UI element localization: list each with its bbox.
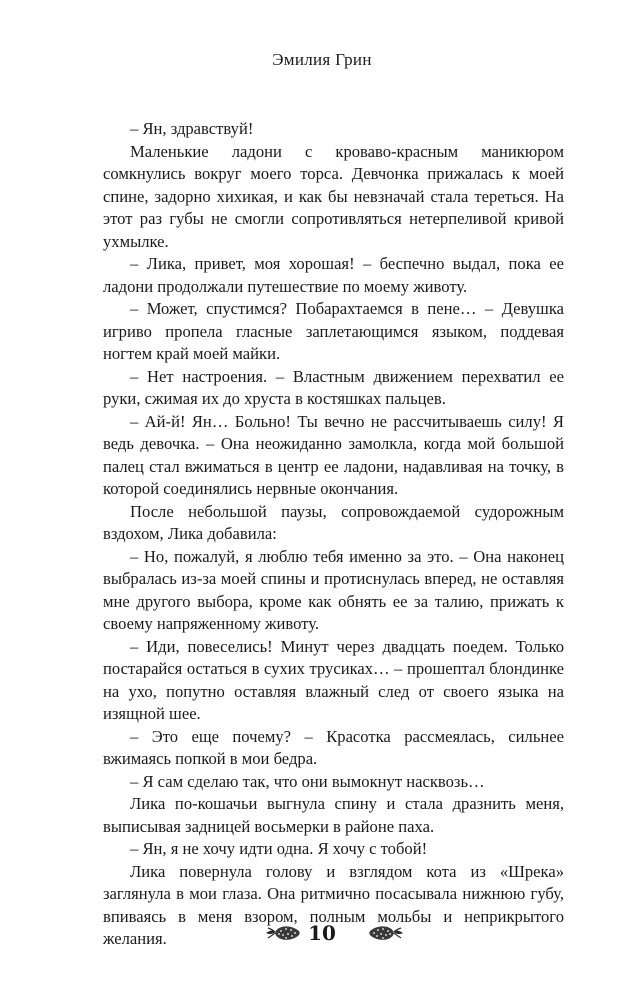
- strawberry-ornament-icon: [368, 922, 404, 944]
- paragraph: – Может, спустимся? Побарахтаемся в пене… – Девушка игриво пропела гласные заплетающимся языком, поддевая ногтем край моей майки.: [103, 299, 564, 363]
- paragraph: – Я сам сделаю так, что они вымокнут насквозь…: [130, 771, 485, 791]
- paragraph: – Это еще почему? – Красотка рассмеялась, сильнее вжимаясь попкой в мои бедра.: [103, 726, 564, 768]
- paragraph: – Ай-й! Ян… Больно! Ты вечно не рассчитываешь силу! Я ведь девочка. – Она неожиданно замолкла, когда мой большой палец стал вжиматься в центр ее ладони, надавливая на точку, в которой соединялись нервные окончания.: [103, 411, 564, 498]
- paragraph: Лика по-кошачьи выгнула спину и стала дразнить меня, выписывая задницей восьмерки в районе паха.: [103, 794, 564, 836]
- paragraph: Маленькие ладони с кроваво-красным маникюром сомкнулись вокруг моего торса. Девчонка прижалась к моей спине, задорно хихикая, и как бы невзначай стала тереться. На этот раз губы не смогли сопротивляться нетерпеливой кривой ухмылке.: [103, 141, 564, 251]
- paragraph: Лика повернула голову и взглядом кота из «Шрека» заглянула в мои глаза. Она ритмично посасывала нижнюю губу, впиваясь в меня взором, полным мольбы и неприкрытого желания.: [103, 861, 564, 948]
- paragraph: – Нет настроения. – Властным движением перехватил ее руки, сжимая их до хруста в костяшках пальцев.: [103, 366, 564, 408]
- paragraph: – Лика, привет, моя хорошая! – беспечно выдал, пока ее ладони продолжали путешествие по моему животу.: [103, 254, 564, 296]
- paragraph: – Иди, повеселись! Минут через двадцать поедем. Только постарайся остаться в сухих трусиках… – прошептал блондинке на ухо, попутно оставляя влажный след от своего языка на изящной шее.: [103, 636, 564, 723]
- body-text: [103, 118, 564, 951]
- page-footer: [0, 918, 644, 948]
- paragraph: – Но, пожалуй, я люблю тебя именно за это. – Она наконец выбралась из-за моей спины и протиснулась вперед, не оставляя мне другого выбора, кроме как обнять ее за талию, прижать к своему напряженному животу.: [103, 546, 564, 633]
- paragraph: – Ян, здравствуй!: [130, 119, 254, 138]
- strawberry-ornament-icon: [265, 922, 301, 944]
- page-number: 10: [308, 921, 336, 945]
- paragraph: – Ян, я не хочу идти одна. Я хочу с тобой!: [130, 839, 428, 858]
- paragraph: После небольшой паузы, сопровождаемой судорожным вздохом, Лика добавила:: [103, 501, 564, 543]
- running-header-author: Эмилия Грин: [272, 50, 372, 69]
